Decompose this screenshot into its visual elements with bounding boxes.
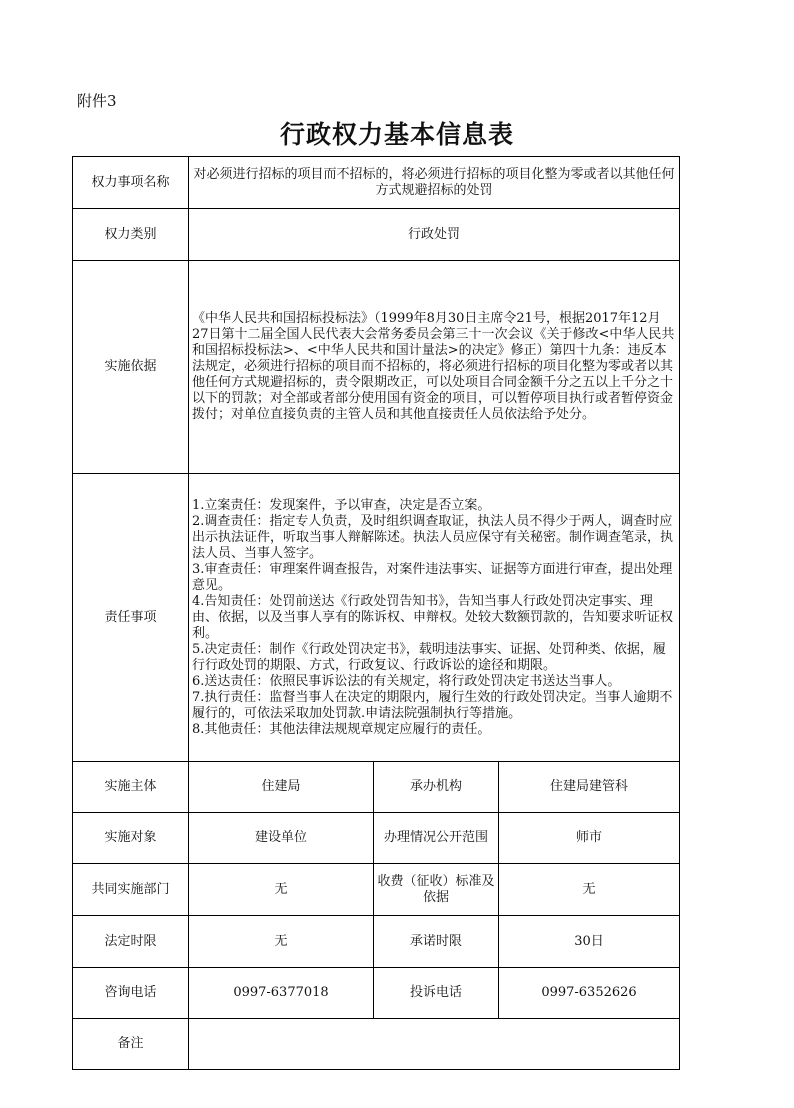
legal-time-limit-value: 无 [189,916,374,968]
responsibility-item: 3.审查责任：审理案件调查报告，对案件违法事实、证据等方面进行审查，提出处理意见。 [192,561,673,593]
power-name-value: 对必须进行招标的项目而不招标的，将必须进行招标的项目化整为零或者以其他任何方式规避招标的处罚 [189,157,680,209]
legal-time-limit-label: 法定时限 [73,916,189,968]
complaint-phone-value: 0997-6352626 [499,968,680,1019]
subject-label: 实施主体 [73,762,189,813]
page-title: 行政权力基本信息表 [279,120,514,149]
basis-value: 《中华人民共和国招标投标法》（1999年8月30日主席令21号，根据2017年12月27日第十二届全国人民代表大会常务委员会第三十一次会议《关于修改<中华人民共和国招标投标法>、<中华人民共和国计量法>的决定》修正）第四十九条：违反本法规定，必须进行招标的项目而不招标的，将必须进行招标的项目化整为零或者以其他任何方式规避招标的，责令限期改正，可以处项目合同金额千分之五以上千分之十以下的罚款；对全部或者部分使用国有资金的项目，可以暂停项目执行或者暂停资金拨付；对单位直接负责的主管人员和其他直接责任人员依法给予处分。 [189,261,680,474]
remark-value [189,1019,680,1070]
power-category-value: 行政处罚 [189,209,680,261]
handling-agency-label: 承办机构 [374,762,499,813]
handling-agency-value: 住建局建管科 [499,762,680,813]
responsibility-item: 6.送达责任：依照民事诉讼法的有关规定，将行政处罚决定书送达当事人。 [192,673,621,689]
row-subject [73,762,680,813]
row-remark [73,1019,680,1070]
row-power-category [73,209,680,261]
promised-time-limit-value: 30日 [499,916,680,968]
disclosure-scope-value: 师市 [499,813,680,864]
power-name-label: 权力事项名称 [73,157,189,209]
row-target [73,813,680,864]
responsibility-list [189,474,680,762]
row-phone [73,968,680,1019]
complaint-phone-label: 投诉电话 [374,968,499,1019]
responsibility-item: 1.立案责任：发现案件，予以审查，决定是否立案。 [192,497,491,513]
target-label: 实施对象 [73,813,189,864]
joint-department-value: 无 [189,864,374,916]
responsibility-item: 5.决定责任：制作《行政处罚决定书》，载明违法事实、证据、处罚种类、依据，履行行政处罚的期限、方式，行政复议、行政诉讼的途径和期限。 [192,641,666,673]
subject-value: 住建局 [189,762,374,813]
consult-phone-label: 咨询电话 [73,968,189,1019]
basis-label: 实施依据 [73,261,189,474]
responsibility-label: 责任事项 [73,474,189,762]
disclosure-scope-label: 办理情况公开范围 [374,813,499,864]
row-joint [73,864,680,916]
promised-time-limit-label: 承诺时限 [374,916,499,968]
target-value: 建设单位 [189,813,374,864]
joint-department-label: 共同实施部门 [73,864,189,916]
responsibility-item: 8.其他责任：其他法律法规规章规定应履行的责任。 [192,721,491,737]
row-basis [73,261,680,474]
fee-standard-label: 收费（征收）标准及依据 [374,864,499,916]
info-table [72,156,680,1070]
row-power-name [73,157,680,209]
power-category-label: 权力类别 [73,209,189,261]
row-responsibility [73,474,680,762]
responsibility-item: 4.告知责任：处罚前送达《行政处罚告知书》，告知当事人行政处罚决定事实、理由、依据，以及当事人享有的陈诉权、申辩权。处较大数额罚款的，告知要求听证权利。 [192,593,674,641]
responsibility-item: 2.调查责任：指定专人负责，及时组织调查取证，执法人员不得少于两人，调查时应出示执法证件，听取当事人辩解陈述。执法人员应保守有关秘密。制作调查笔录，执法人员、当事人签字。 [192,513,674,561]
fee-standard-value: 无 [499,864,680,916]
responsibility-item: 7.执行责任：监督当事人在决定的期限内，履行生效的行政处罚决定。当事人逾期不履行的，可依法采取加处罚款.申请法院强制执行等措施。 [192,689,673,721]
row-timelimit [73,916,680,968]
attachment-label: 附件3 [77,92,117,110]
consult-phone-value: 0997-6377018 [189,968,374,1019]
remark-label: 备注 [73,1019,189,1070]
